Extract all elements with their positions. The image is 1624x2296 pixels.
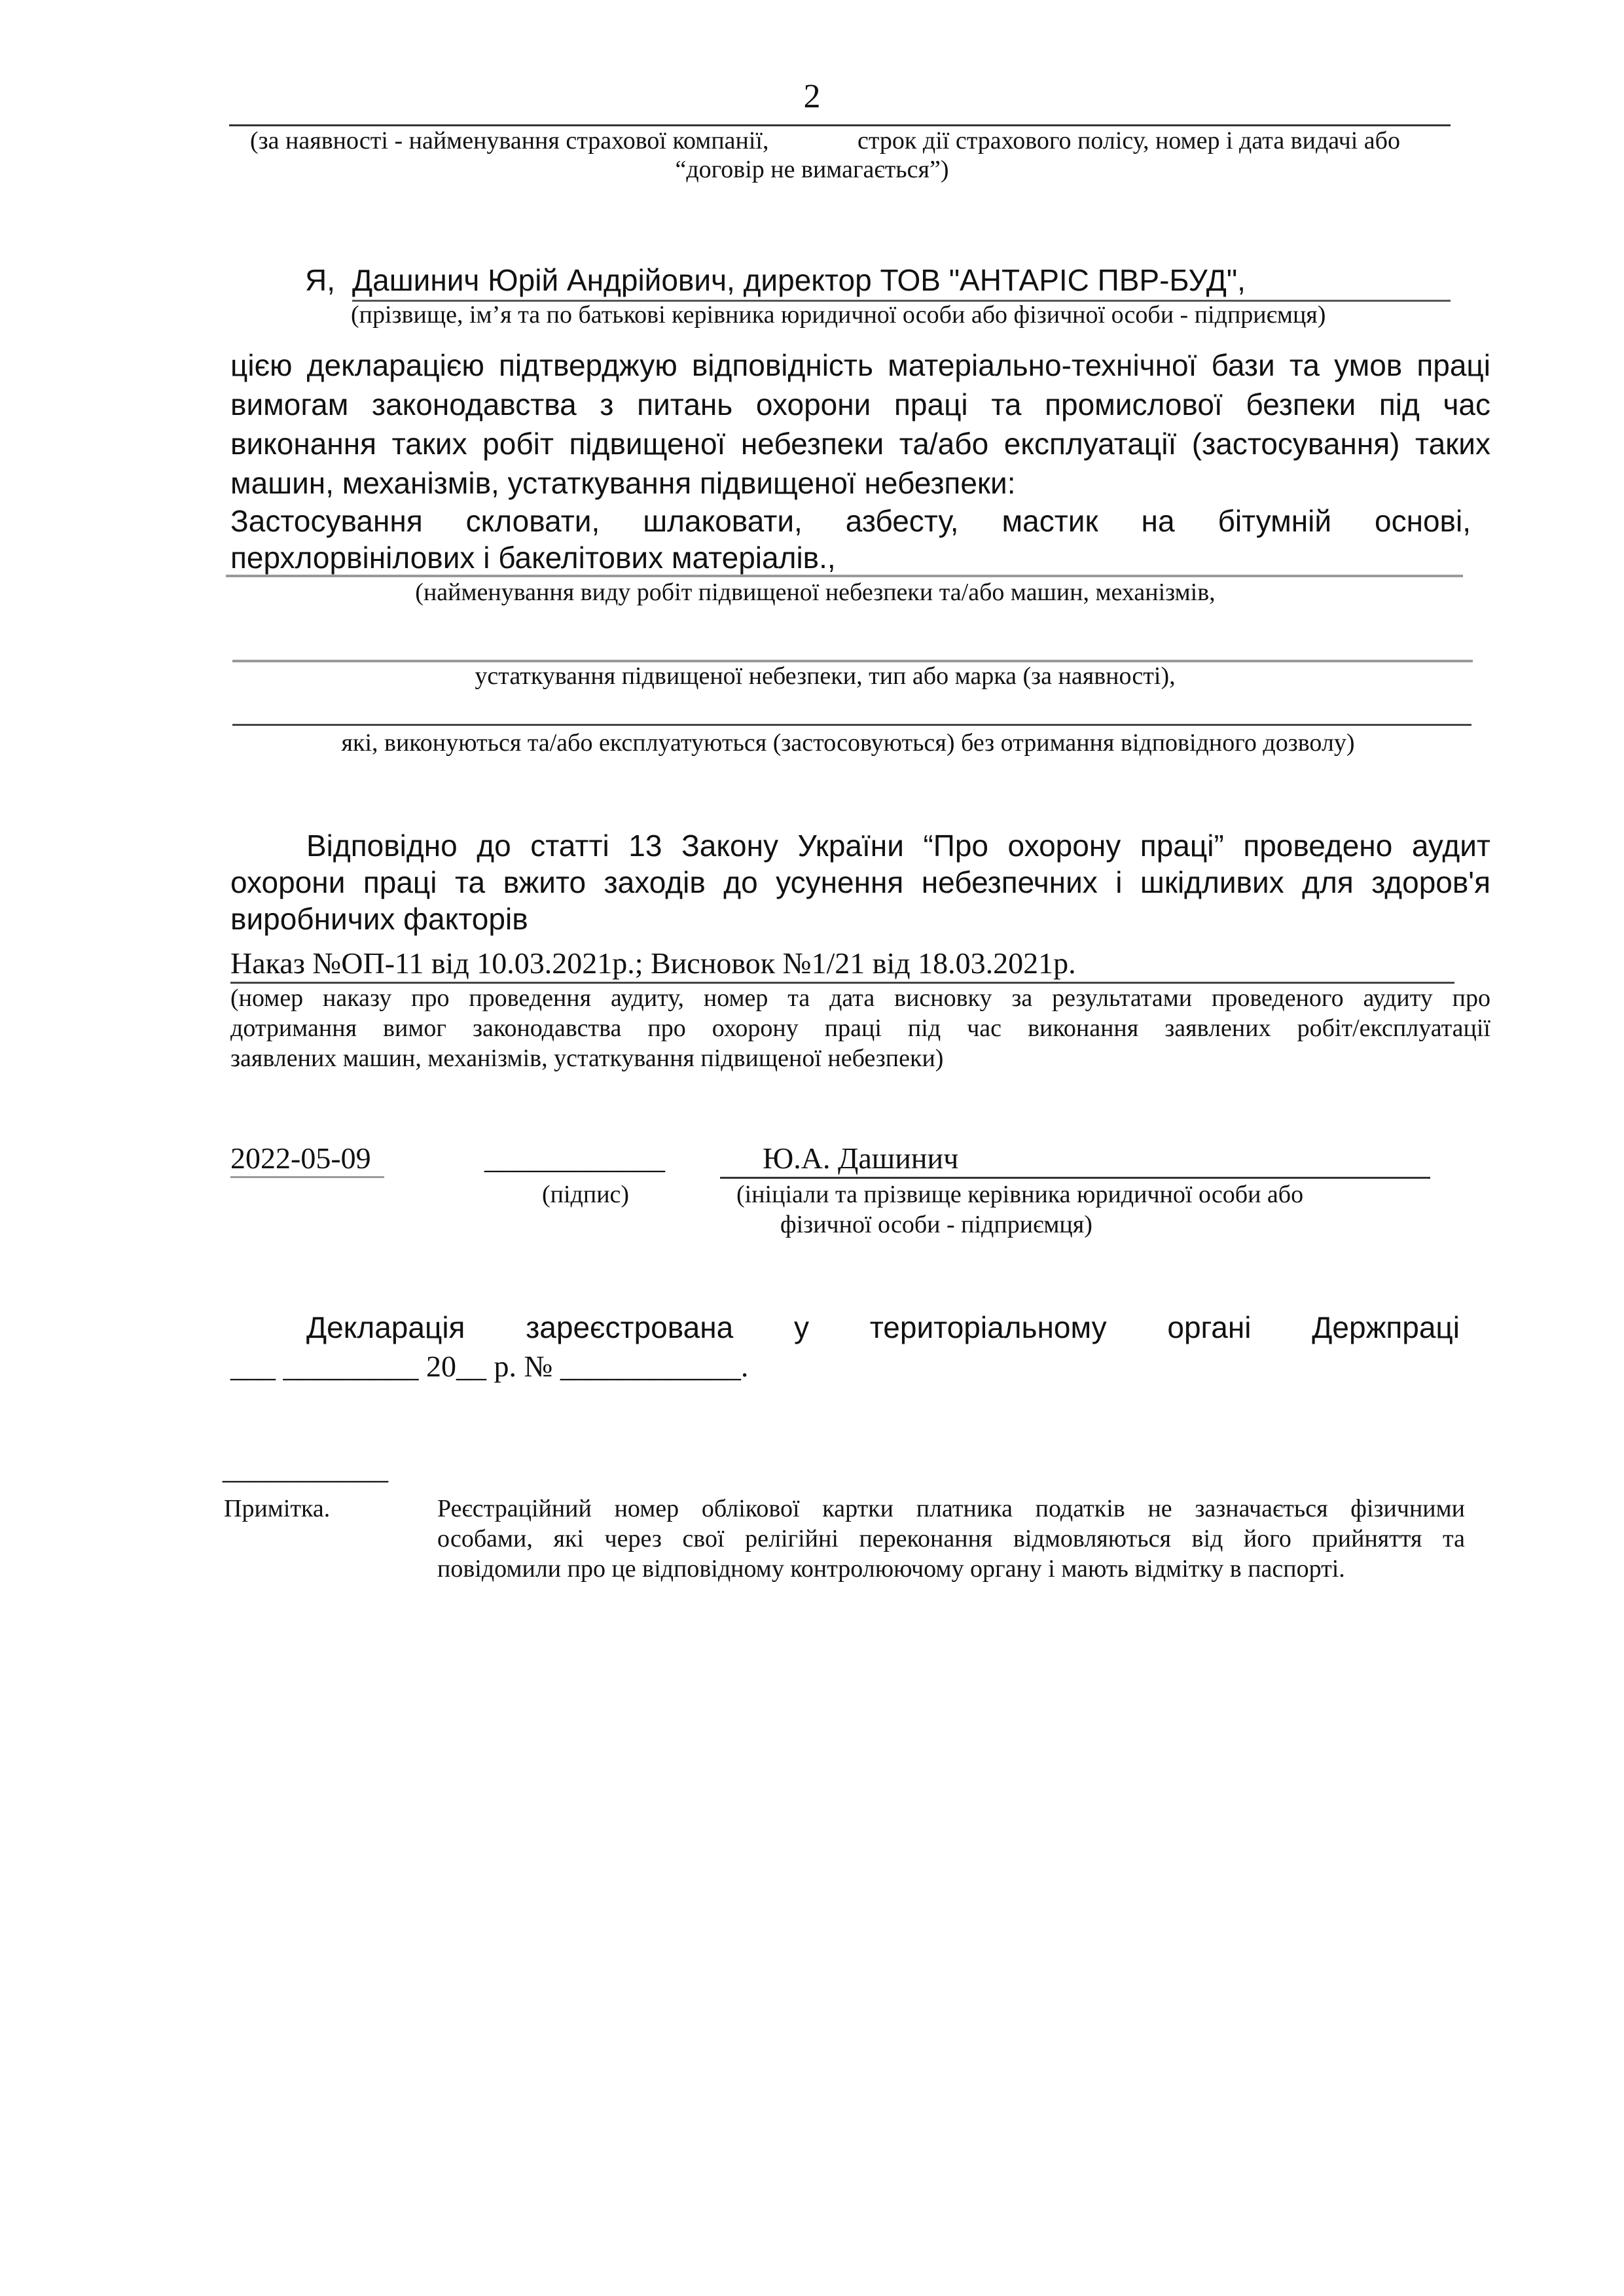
manager-name-caption-2: фізичної особи - підприємця) [780, 1211, 1092, 1238]
signature-blank[interactable]: ____________ [484, 1141, 665, 1175]
footnote-line-2: особами, які через свої релігійні переконання відмовляються від його прийняття та [437, 1525, 1465, 1552]
works-underline-3 [232, 724, 1471, 726]
registration-line-1: Декларація зареєстрована у територіальному органі Держпраці [306, 1310, 1460, 1344]
insurance-caption-part1: (за наявності - найменування страхової компанії, [250, 127, 769, 154]
audit-line-2: охорони праці та вжито заходів до усунення небезпечних і шкідливих для здоров'я [230, 865, 1490, 899]
footnote-label: Примітка. [224, 1495, 331, 1522]
declarant-caption: (прізвище, ім’я та по батькові керівника юридичної особи або фізичної особи - підприємця) [351, 301, 1326, 329]
works-line-1: Застосування скловати, шлаковати, азбесту, мастик на бітумній основі, [230, 504, 1471, 538]
declaration-line-1: цією декларацією підтверджую відповідність матеріально-технічної бази та умов праці [230, 348, 1490, 382]
registration-line-2: ___ _________ 20__ р. № ____________. [230, 1350, 749, 1383]
page-number: 2 [803, 78, 821, 115]
audit-caption-line-2: дотримання вимог законодавства про охорону праці під час виконання заявлених робіт/експлуатації [230, 1014, 1490, 1042]
audit-caption-line-1: (номер наказу про проведення аудиту, номер та дата висновку за результатами проведеного аудиту про [230, 984, 1490, 1012]
declaration-line-3: виконання таких робіт підвищеної небезпеки та/або експлуатації (застосування) таких [230, 427, 1490, 461]
signature-caption: (підпис) [542, 1181, 630, 1208]
insurance-caption-part2: строк дії страхового полісу, номер і дата видачі або [857, 127, 1401, 154]
declaration-date: 2022-05-09 [230, 1141, 371, 1175]
audit-result: Наказ №ОП-11 від 10.03.2021р.; Висновок №1/21 від 18.03.2021р. [230, 946, 1076, 980]
manager-name: Ю.А. Дашинич [763, 1141, 959, 1175]
works-line-2: перхлорвінілових і бакелітових матеріалів., [230, 541, 836, 575]
insurance-caption-line2: “договір не вимагається”) [675, 156, 949, 183]
footnote-line-3: повідомили про це відповідному контролюючому органу і мають відмітку в паспорті. [437, 1555, 1345, 1583]
declarant-prefix: Я, [305, 263, 335, 297]
declaration-line-2: вимогам законодавства з питань охорони праці та промислової безпеки під час [230, 387, 1490, 422]
footnote-separator: ___________ [223, 1452, 388, 1485]
declarant-name: Дашинич Юрій Андрійович, директор ТОВ "АНТАРІС ПВР-БУД", [352, 263, 1246, 297]
works-caption-2: устаткування підвищеної небезпеки, тип або марка (за наявності), [475, 662, 1176, 690]
manager-name-caption-1: (ініціали та прізвище керівника юридичної особи або [736, 1181, 1304, 1208]
works-caption-1: (найменування виду робіт підвищеної небезпеки та/або машин, механізмів, [415, 579, 1216, 606]
audit-line-3: виробничих факторів [230, 902, 528, 936]
audit-caption-line-3: заявлених машин, механізмів, устаткування підвищеної небезпеки) [230, 1045, 944, 1072]
declaration-line-4: машин, механізмів, устаткування підвищеної небезпеки: [230, 466, 1016, 500]
footnote-line-1: Реєстраційний номер облікової картки платника податків не зазначається фізичними [437, 1495, 1465, 1522]
audit-line-1: Відповідно до статті 13 Закону України “Про охорону праці” проведено аудит [306, 829, 1490, 863]
date-underline [230, 1176, 384, 1178]
works-caption-3: які, виконуються та/або експлуатуються (застосовуються) без отримання відповідного дозволу) [341, 729, 1355, 757]
manager-name-underline [720, 1177, 1430, 1179]
